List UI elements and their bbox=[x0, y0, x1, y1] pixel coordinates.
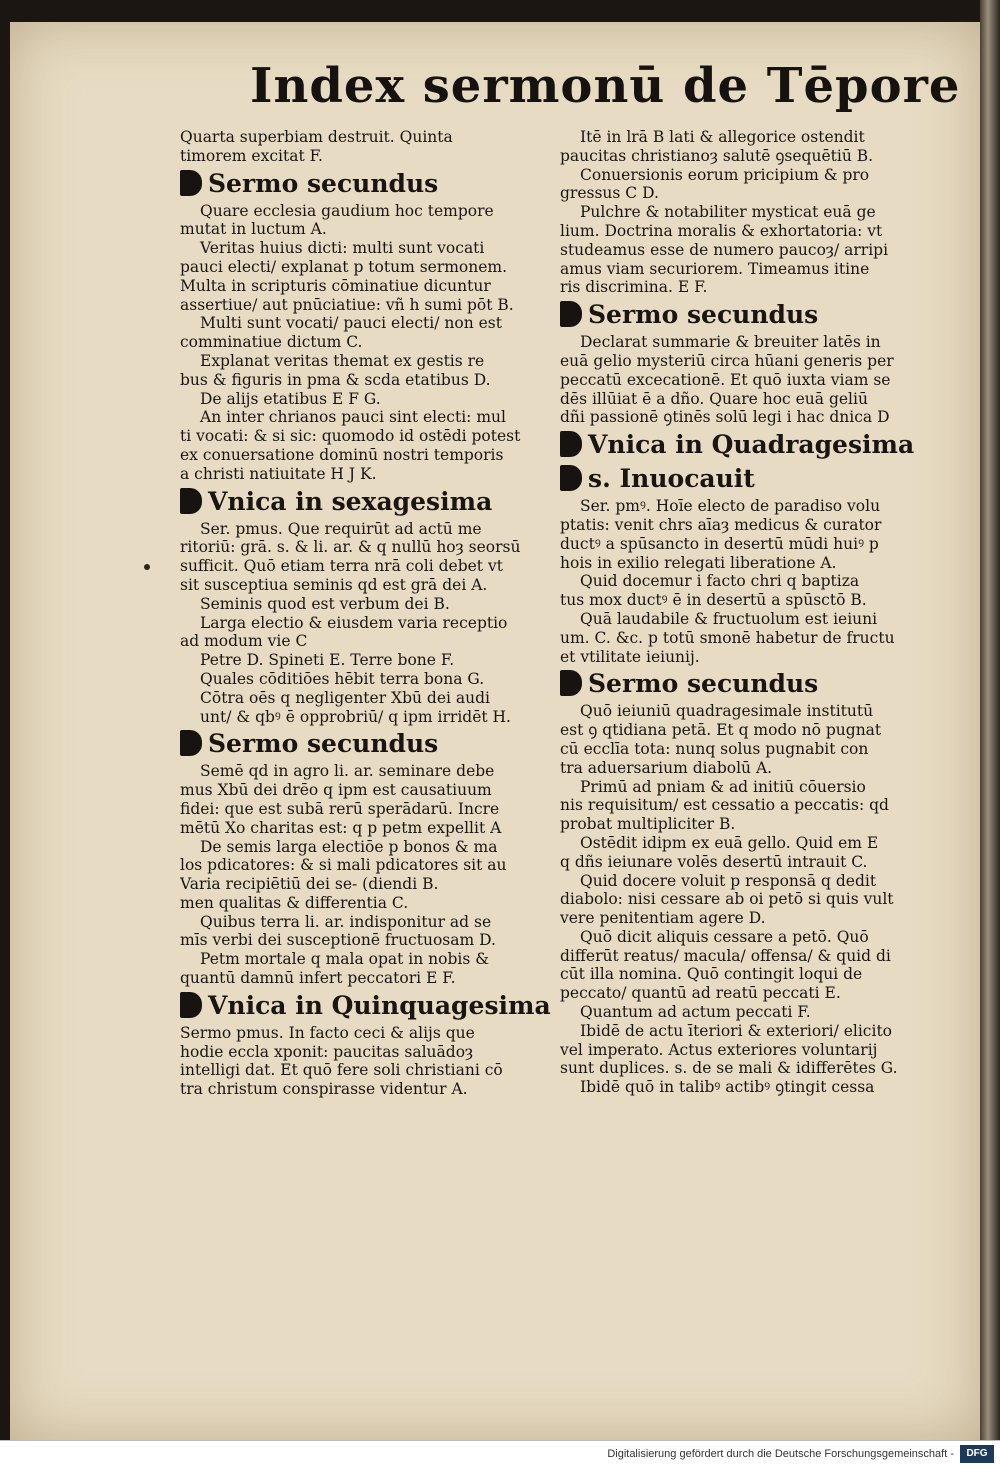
text-line: Ser. pmus. Que requirūt ad actū me bbox=[200, 519, 482, 538]
page-title: Index sermonū de Tēpore bbox=[250, 58, 961, 114]
section-heading bbox=[560, 429, 920, 461]
text-line: Quid docere voluit p responsā q dedit bbox=[580, 871, 877, 890]
text-line: Petm mortale q mala opat in nobis & bbox=[200, 950, 490, 969]
text-line: Declarat summarie & breuiter latēs in bbox=[580, 333, 881, 352]
text-line: Conuersionis eorum pricipium & pro bbox=[580, 165, 870, 184]
text-line: q dñs ieiunare volēs desertū intrauit C. bbox=[560, 852, 868, 871]
text-line: bus & figuris in pma & scda etatibus D. bbox=[180, 370, 491, 389]
margin-dot bbox=[144, 564, 150, 570]
text-line: timorem excitat F. bbox=[180, 146, 323, 165]
text-line: Larga electio & eiusdem varia receptio bbox=[200, 613, 508, 632]
text-line: Cōtra oēs q negligenter Xbū dei audi bbox=[200, 688, 490, 707]
text-line: Semē qd in agro li. ar. seminare debe bbox=[200, 762, 495, 781]
text-line: dēs illūiat ē a dño. Quare hoc euā geliū bbox=[560, 389, 868, 408]
text-line: Varia recipiētiū dei se- (diendi B. bbox=[180, 875, 439, 894]
text-line: Quō dicit aliquis cessare a petō. Quō bbox=[580, 927, 869, 946]
text-line: Multa in scripturis cōminatiue dicuntur bbox=[180, 276, 491, 295]
text-line: um. C. &c. p totū smonē habetur de fructu bbox=[560, 628, 895, 647]
text-line: Petre D. Spineti E. Terre bone F. bbox=[200, 651, 455, 670]
text-line: De alijs etatibus E F G. bbox=[200, 389, 381, 408]
text-line: mīs verbi dei susceptionē fructuosam D. bbox=[180, 931, 496, 950]
text-line: los pdicatores: & si mali pdicatores sit au bbox=[180, 856, 507, 875]
text-line: Explanat veritas themat ex gestis re bbox=[200, 351, 485, 370]
text-line: Quibus terra li. ar. indisponitur ad se bbox=[200, 912, 492, 931]
text-line: nis requisitum/ est cessatio a peccatis: qd bbox=[560, 796, 889, 815]
text-line: dñi passionē ꝯtinēs solū legi i hac dnica D bbox=[560, 408, 890, 427]
text-line: sit susceptiua seminis qd est grā dei A. bbox=[180, 575, 488, 594]
section-heading bbox=[180, 168, 540, 200]
text-line: Quarta superbiam destruit. Quinta bbox=[180, 128, 453, 146]
text-line: vel imperato. Actus exteriores voluntarij bbox=[560, 1040, 878, 1059]
text-line: men qualitas & differentia C. bbox=[180, 893, 409, 912]
text-line: gressus C D. bbox=[560, 184, 659, 203]
text-line: hois in exilio relegati liberatione A. bbox=[560, 553, 837, 572]
section-heading-label: Vnica in sexagesima bbox=[208, 486, 493, 516]
text-line: hodie eccla xponit: paucitas saluādoȝ bbox=[180, 1042, 474, 1061]
text-line: Quā laudabile & fructuolum est ieiuni bbox=[580, 609, 878, 628]
text-line: Primū ad pniam & ad initiū cōuersio bbox=[580, 777, 866, 796]
text-line: tra aduersarium diabolū A. bbox=[560, 758, 773, 777]
text-line: Itē in lrā B lati & allegorice ostendit bbox=[580, 128, 865, 146]
text-line: comminatiue dictum C. bbox=[180, 333, 363, 352]
text-line: euā gelio mysteriū circa hūani generis per bbox=[560, 351, 894, 370]
text-line: mutat in luctum A. bbox=[180, 220, 327, 239]
text-line: sufficit. Quō etiam terra nrā coli debet vt bbox=[180, 557, 503, 576]
book-edge bbox=[980, 0, 1000, 1440]
text-line: tra christum conspirasse videntur A. bbox=[180, 1080, 468, 1099]
text-line: a christi natiuitate H J K. bbox=[180, 464, 377, 483]
text-line: Ostēdit idipm ex euā gello. Quid em E bbox=[580, 833, 879, 852]
text-line: intelligi dat. Et quō fere soli christiani cō bbox=[180, 1061, 503, 1080]
text-line: Seminis quod est verbum dei B. bbox=[200, 594, 450, 613]
text-line: Ser. pmꝰ. Hoīe electo de paradiso volu bbox=[580, 497, 881, 516]
text-line: Quantum ad actum peccati F. bbox=[580, 1003, 811, 1022]
text-line: De semis larga electiōe p bonos & ma bbox=[200, 837, 498, 856]
pilcrow-icon bbox=[180, 488, 202, 514]
section-heading bbox=[180, 486, 540, 518]
pilcrow-icon bbox=[560, 670, 582, 696]
section-heading bbox=[560, 668, 920, 700]
section-heading-label: Sermo secundus bbox=[588, 669, 819, 699]
section-heading-label: s. Inuocauit bbox=[588, 464, 755, 494]
text-line: et vtilitate ieiunij. bbox=[560, 647, 700, 666]
text-line: ductꝰ a spūsancto in desertū mūdi huiꝰ p bbox=[560, 534, 879, 553]
text-line: diabolo: nisi cessare ab oi petō si quis vult bbox=[560, 890, 894, 909]
pilcrow-icon bbox=[180, 730, 202, 756]
text-line: Ibidē quō in talibꝰ actibꝰ ꝯtingit cessa bbox=[580, 1078, 875, 1097]
text-line: Ibidē de actu īteriori & exteriori/ elicito bbox=[580, 1021, 892, 1040]
text-line: unt/ & qbꝰ ē opprobriū/ q ipm irridēt H. bbox=[200, 707, 511, 726]
text-line: cū ecclīa tota: nunq solus pugnabit con bbox=[560, 739, 869, 758]
text-line: tus mox ductꝰ ē in desertū a spūsctō B. bbox=[560, 591, 867, 610]
pilcrow-icon bbox=[180, 992, 202, 1018]
text-line: ptatis: venit chrs aīaȝ medicus & curator bbox=[560, 515, 882, 534]
section-heading bbox=[560, 463, 920, 495]
left-column bbox=[180, 128, 551, 1099]
text-line: Quare ecclesia gaudium hoc tempore bbox=[200, 201, 494, 220]
pilcrow-icon bbox=[560, 431, 582, 457]
text-line: probat multipliciter B. bbox=[560, 815, 736, 834]
text-line: Multi sunt vocati/ pauci electi/ non est bbox=[200, 314, 502, 333]
pilcrow-icon bbox=[560, 465, 582, 491]
text-line: ritoriū: grā. s. & li. ar. & q nullū hoȝ seorsū bbox=[180, 538, 521, 557]
text-line: Quales cōditiōes hēbit terra bona G. bbox=[200, 669, 485, 688]
text-line: peccato/ quantū ad reatū peccati E. bbox=[560, 984, 841, 1003]
footer-credit: Digitalisierung gefördert durch die Deutsche Forschungsgemeinschaft - bbox=[607, 1448, 954, 1460]
right-column bbox=[560, 128, 920, 1097]
text-line: amus viam securiorem. Timeamus itine bbox=[560, 259, 870, 278]
text-line: lium. Doctrina moralis & exhortatoria: vt bbox=[560, 221, 883, 240]
section-heading-label: Vnica in Quadragesima bbox=[588, 430, 915, 460]
text-line: peccatū excecationē. Et quō iuxta viam se bbox=[560, 370, 891, 389]
section-heading bbox=[180, 728, 540, 760]
text-line: An inter chrianos pauci sint electi: mul bbox=[200, 408, 506, 427]
text-line: sunt duplices. s. de se mali & idifferētes G. bbox=[560, 1059, 898, 1078]
text-line: cūt illa nomina. Quō contingit loqui de bbox=[560, 965, 863, 984]
text-line: Quid docemur i facto chri q baptiza bbox=[580, 572, 860, 591]
text-line: Quō ieiuniū quadragesimale institutū bbox=[580, 702, 874, 721]
text-line: quantū damnū infert peccatori E F. bbox=[180, 969, 456, 988]
section-heading bbox=[560, 299, 920, 331]
dfg-logo: DFG bbox=[960, 1445, 994, 1463]
text-line: est ꝯ qtidiana petā. Et q modo nō pugnat bbox=[560, 721, 882, 740]
text-line: vere penitentiam agere D. bbox=[560, 909, 766, 928]
text-line: Sermo pmus. In facto ceci & alijs que bbox=[180, 1023, 475, 1042]
pilcrow-icon bbox=[180, 170, 202, 196]
text-line: mus Xbū dei drēo q ipm est causatiuum bbox=[180, 781, 492, 800]
text-line: paucitas christianoȝ salutē ꝯsequētiū B. bbox=[560, 146, 874, 165]
text-line: pauci electi/ explanat p totum sermonem. bbox=[180, 257, 508, 276]
section-heading-label: Sermo secundus bbox=[588, 300, 819, 330]
section-heading-label: Vnica in Quinquagesima bbox=[208, 990, 551, 1020]
text-line: ex conuersatione dominū nostri temporis bbox=[180, 445, 504, 464]
text-line: Pulchre & notabiliter mysticat euā ge bbox=[580, 203, 876, 222]
section-heading bbox=[180, 990, 551, 1022]
text-line: fidei: que est subā rerū sperādarū. Incre bbox=[180, 799, 500, 818]
footer-bar bbox=[0, 1440, 1000, 1469]
pilcrow-icon bbox=[560, 301, 582, 327]
text-line: ad modum vie C bbox=[180, 632, 308, 651]
text-line: Veritas huius dicti: multi sunt vocati bbox=[200, 239, 485, 258]
text-line: differūt reatus/ macula/ offensa/ & quid di bbox=[560, 946, 891, 965]
section-heading-label: Sermo secundus bbox=[208, 729, 439, 759]
text-line: ris discrimina. E F. bbox=[560, 278, 708, 297]
text-line: studeamus esse de numero paucoȝ/ arripi bbox=[560, 240, 889, 259]
text-line: mētū Xo charitas est: q p petm expellit A bbox=[180, 818, 502, 837]
text-line: ti vocati: & si sic: quomodo id ostēdi potest bbox=[180, 427, 521, 446]
section-heading-label: Sermo secundus bbox=[208, 168, 439, 198]
text-line: assertiue/ aut pnūciatiue: vñ h sumi pōt B. bbox=[180, 295, 514, 314]
